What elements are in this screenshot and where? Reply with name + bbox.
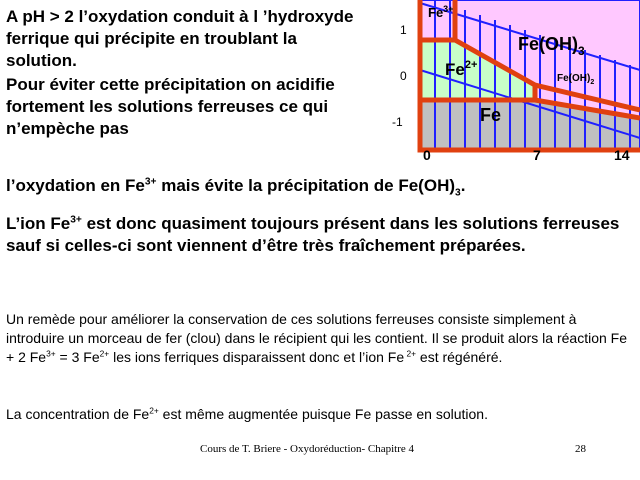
page-number: 28 <box>575 443 586 455</box>
label-feoh2: $Fe(OH)_2$ <box>557 73 595 86</box>
y-tick-0: 0 <box>400 69 407 83</box>
paragraph-concentration: La concentration de $Fe^{2+}$ est même augmentée puisque Fe passe en solution. <box>6 405 488 422</box>
label-fe3plus: $Fe^{3+}$ <box>428 4 454 20</box>
paragraph-oxidation: l’oxydation en $Fe^{3+}$ mais évite la précipitation de $Fe(OH)_3$. <box>6 176 466 199</box>
y-tick-minus1: -1 <box>392 115 403 129</box>
x-tick-14: 14 <box>614 147 630 163</box>
label-feoh3: $Fe(OH)_3$ <box>518 34 585 58</box>
intro-line-1: A pH > 2 l’oxydation conduit à l ’hydroxyde ferrique qui précipite en troublant la solution. <box>6 7 354 70</box>
paragraph-fe3-presence: L’ion $Fe^{3+}$ est donc quasiment toujours présent dans les solutions ferreuses sauf si celles-ci sont viennent d’être très fraîchement préparées. <box>6 214 620 255</box>
intro-text <box>6 6 366 140</box>
label-fe: Fe <box>480 105 502 125</box>
label-fe2plus: $Fe^{2+}$ <box>445 59 478 79</box>
x-tick-0: 0 <box>423 147 431 163</box>
paragraph-remedy: Un remède pour améliorer la conservation de ces solutions ferreuses consiste simplement à introduire un morceau de fer (clou) dans le récipient qui les contient. Il se produit alors la réaction Fe + 2 $Fe^{3+} = 3$ $Fe^{2+}$ les ions ferriques disparaissent donc et l’ion Fe $^{2+}$ est régénéré. <box>6 311 627 365</box>
y-tick-1: 1 <box>400 23 407 37</box>
pourbaix-diagram <box>370 0 640 170</box>
footer-text: Cours de T. Briere - Oxydoréduction- Chapitre 4 <box>200 443 415 455</box>
intro-line-2: Pour éviter cette précipitation on acidifie fortement les solutions ferreuses ce qui n’empèche pas <box>6 75 335 138</box>
x-tick-7: 7 <box>533 147 541 163</box>
